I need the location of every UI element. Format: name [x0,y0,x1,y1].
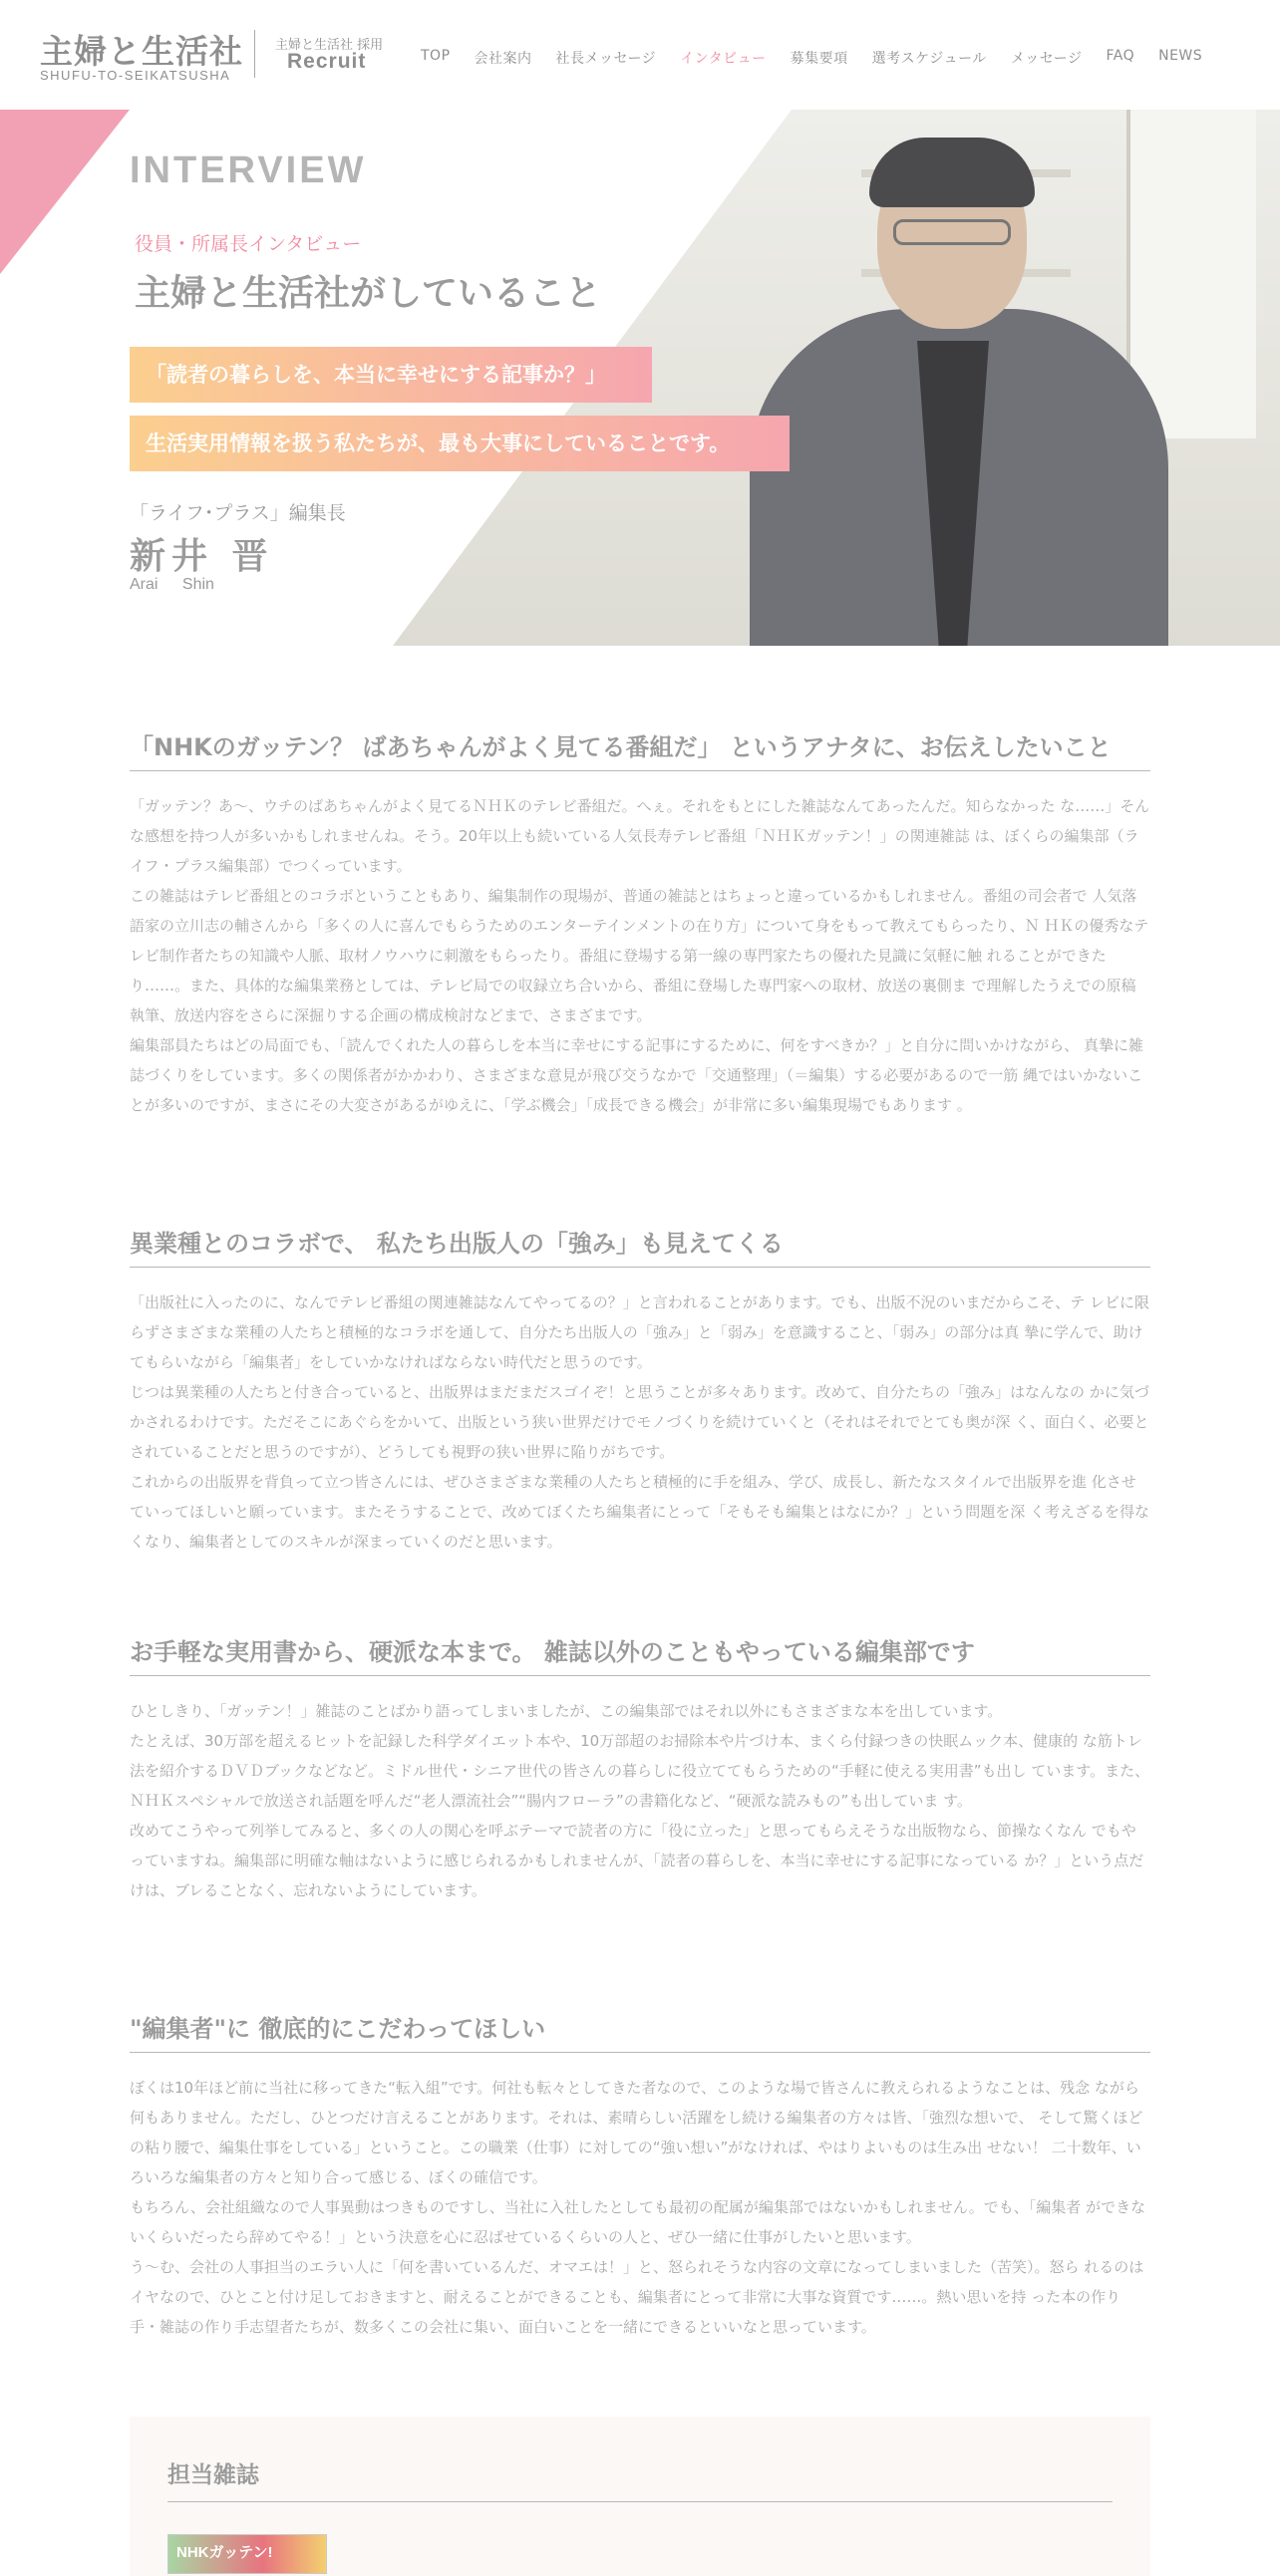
main-nav [421,48,1226,68]
paragraph: ぼくは10年ほど前に当社に移ってきた“転入組”です。何社も転々としてきた者なので、このような場で皆さんに教えられるようなことは、残念 ながら何もありません。ただし、ひとつだけ言えることがあります。それは、素晴らしい活躍をし続ける編集者の方々は皆、「強烈な想いで、 そして驚くほどの粘り腰で、編集仕事をしている」ということ。この職業（仕事）に対しての“強い想い”がなければ、やはりよいものは生み出 せない！ 二十数年、いろいろな編集者の方々と知り合って感じる、ぼくの確信です。 [130,2079,1143,2186]
magazine-title: 担当雑誌 [167,2462,259,2488]
section-title: "編集者"に 徹底的にこだわってほしい [130,2009,1150,2053]
recruit-label[interactable]: Recruit [287,50,367,73]
nav-item-3[interactable]: インタビュー [680,51,767,67]
hero-heading: 主婦と生活社がしていること [135,273,602,314]
logo-subtitle: SHUFU-TO-SEIKATSUSHA [40,68,231,83]
paragraph: じつは異業種の人たちと付き合っていると、出版界はまだまだスゴイぞ！と思うことが多々あります。改めて、自分たちの「強み」はなんなの かに気づかされるわけです。ただそこにあぐらをかいて、出版という狭い世界だけでモノづくりを続けていくと（それはそれでとても奥が深 く、面白く、必要とされていることだと思うのですが）、どうしても視野の狭い世界に陥りがちです。 [130,1383,1149,1461]
section-title: 「NHKのガッテン？ ばあちゃんがよく見てる番組だ」 というアナタに、お伝えしたいこと [130,727,1150,771]
paragraph: もちろん、会社組織なので人事異動はつきものですし、当社に入社したとしても最初の配属が編集部ではないかもしれません。でも、「編集者 ができないくらいだったら辞めてやる！」という決意を心に忍ばせているくらいの人と、ぜひ一緒に仕事がしたいと思います。 [130,2198,1146,2246]
paragraph: たとえば、30万部を超えるヒットを記録した科学ダイエット本や、10万部超のお掃除本や片づけ本、まくら付録つきの快眠ムック本、健康的 な筋トレ法を紹介するＤＶＤブックなどなど。ミドル世代・シニア世代の皆さんの暮らしに役立ててもらうための“手軽に使える実用書”も出し ています。また、ＮＨＫスペシャルで放送され話題を呼んだ“老人漂流社会”“腸内フローラ”の書籍化など、“硬派な読みもの”も出していま す。 [130,1732,1150,1810]
section-title: 異業種とのコラボで、 私たち出版人の「強み」も見えてくる [130,1224,1150,1268]
nav-item-7[interactable]: FAQ [1106,48,1135,64]
section-3 [130,1632,1150,1905]
section-title: お手軽な実用書から、硬派な本まで。 雑誌以外のこともやっている編集部です [130,1632,1150,1676]
recruit-label-small: 主婦と生活社 採用 [275,38,384,53]
paragraph: 編集部員たちはどの局面でも、「読んでくれた人の暮らしを本当に幸せにする記事にするために、何をすべきか？」と自分に問いかけながら、 真摯に雑誌づくりをしています。多くの関係者がかかわり、さまざまな意見が飛び交うなかで「交通整理」（＝編集）する必要があるので一筋 縄ではいかないことが多いのですが、まさにその大変さがあるがゆえに、「学ぶ機会」「成長できる機会」が非常に多い編集現場でもあります 。 [130,1036,1143,1114]
nav-item-5[interactable]: 選考スケジュール [871,51,987,67]
interviewee-name: 新井 晋 [130,536,274,577]
nav-item-1[interactable]: 会社案内 [474,51,532,67]
magazine-thumbnail[interactable] [167,2534,327,2574]
logo[interactable]: 主婦と生活社 [40,32,243,71]
section-2 [130,1224,1150,1557]
nav-item-0[interactable]: TOP [421,48,451,64]
site-header [0,0,1280,110]
paragraph: 「ガッテン？あ～、ウチのばあちゃんがよく見てるＮＨＫのテレビ番組だ。へぇ。それをもとにした雑誌なんてあったんだ。知らなかった な……」そんな感想を持つ人が多いかもしれませんね。そう。20年以上も続いている人気長寿テレビ番組「ＮＨＫガッテン！」の関連雑誌 は、ぼくらの編集部（ライフ・プラス編集部）でつくっています。 [130,797,1150,875]
section-1 [130,727,1150,1120]
nav-item-8[interactable]: NEWS [1158,48,1203,64]
nav-item-2[interactable]: 社長メッセージ [555,51,657,67]
interviewee-name-roman: Arai Shin [130,576,214,593]
magazine-thumbnail-label: NHKガッテン! [176,2544,273,2561]
paragraph: これからの出版界を背負って立つ皆さんには、ぜひさまざまな業種の人たちと積極的に手を組み、学び、成長し、新たなスタイルで出版界を進 化させていってほしいと願っています。またそうすることで、改めてぼくたち編集者にとって「そもそも編集とはなにか？」という問題を深 く考えざるを得なくなり、編集者としてのスキルが深まっていくのだと思います。 [130,1473,1149,1551]
hero-subtitle: 役員・所属長インタビュー [135,233,362,255]
paragraph: 改めてこうやって列挙してみると、多くの人の関心を呼ぶテーマで読者の方に「役に立った」と思ってもらえそうな出版物なら、節操なくなん でもやっていますね。編集部に明確な軸はないように感じられるかもしれませんが、「読者の暮らしを、本当に幸せにする記事になっている か？」という点だけは、ブレることなく、忘れないようにしています。 [130,1822,1144,1899]
quote-banner-2: 生活実用情報を扱う私たちが、最も大事にしていることです。 [130,416,790,471]
interviewee-role: 「ライフ･プラス」編集長 [130,502,346,524]
paragraph: う～む、会社の人事担当のエラい人に「何を書いているんだ、オマエは！」と、怒られそうな内容の文章になってしまいました（苦笑）。怒ら れるのはイヤなので、ひとこと付け足しておきますと、耐えることができることも、編集者にとって非常に大事な資質です……。熱い思いを持 った本の作り手・雑誌の作り手志望者たちが、数多くこの会社に集い、面白いことを一緒にできるといいなと思っています。 [130,2258,1144,2336]
logo-divider [254,30,255,78]
quote-banner-1: 「読者の暮らしを、本当に幸せにする記事か？」 [130,347,652,403]
paragraph: この雑誌はテレビ番組とのコラボということもあり、編集制作の現場が、普通の雑誌とはちょっと違っているかもしれません。番組の司会者で 人気落語家の立川志の輔さんから「多くの人に喜んでもらうためのエンターテインメントの在り方」について身をもって教えてもらったり、Ｎ ＨＫの優秀なテレビ制作者たちの知識や人脈、取材ノウハウに刺激をもらったり。番組に登場する第一線の専門家たちの優れた見識に気軽に触 れることができたり……。また、具体的な編集業務としては、テレビ局での収録立ち合いから、番組に登場した専門家への取材、放送の裏側ま で理解したうえでの原稿執筆、放送内容をさらに深掘りする企画の構成検討などまで、さまざまです。 [130,887,1149,1024]
paragraph: 「出版社に入ったのに、なんでテレビ番組の関連雑誌なんてやってるの？」と言われることがあります。でも、出版不況のいまだからこそ、テ レビに限らずさまざまな業種の人たちと積極的なコラボを通して、自分たち出版人の「強み」と「弱み」を意識すること、「弱み」の部分は真 摯に学んで、助けてもらいながら「編集者」をしていかなければならない時代だと思うのです。 [130,1293,1149,1371]
page-title: INTERVIEW [130,149,367,191]
magazine-box [130,2417,1150,2576]
section-4 [130,2009,1150,2342]
nav-item-4[interactable]: 募集要項 [790,51,848,67]
nav-item-6[interactable]: メッセージ [1010,51,1083,67]
paragraph: ひとしきり、「ガッテン！」雑誌のことばかり語ってしまいましたが、この編集部ではそれ以外にもさまざまな本を出しています。 [130,1702,1003,1720]
